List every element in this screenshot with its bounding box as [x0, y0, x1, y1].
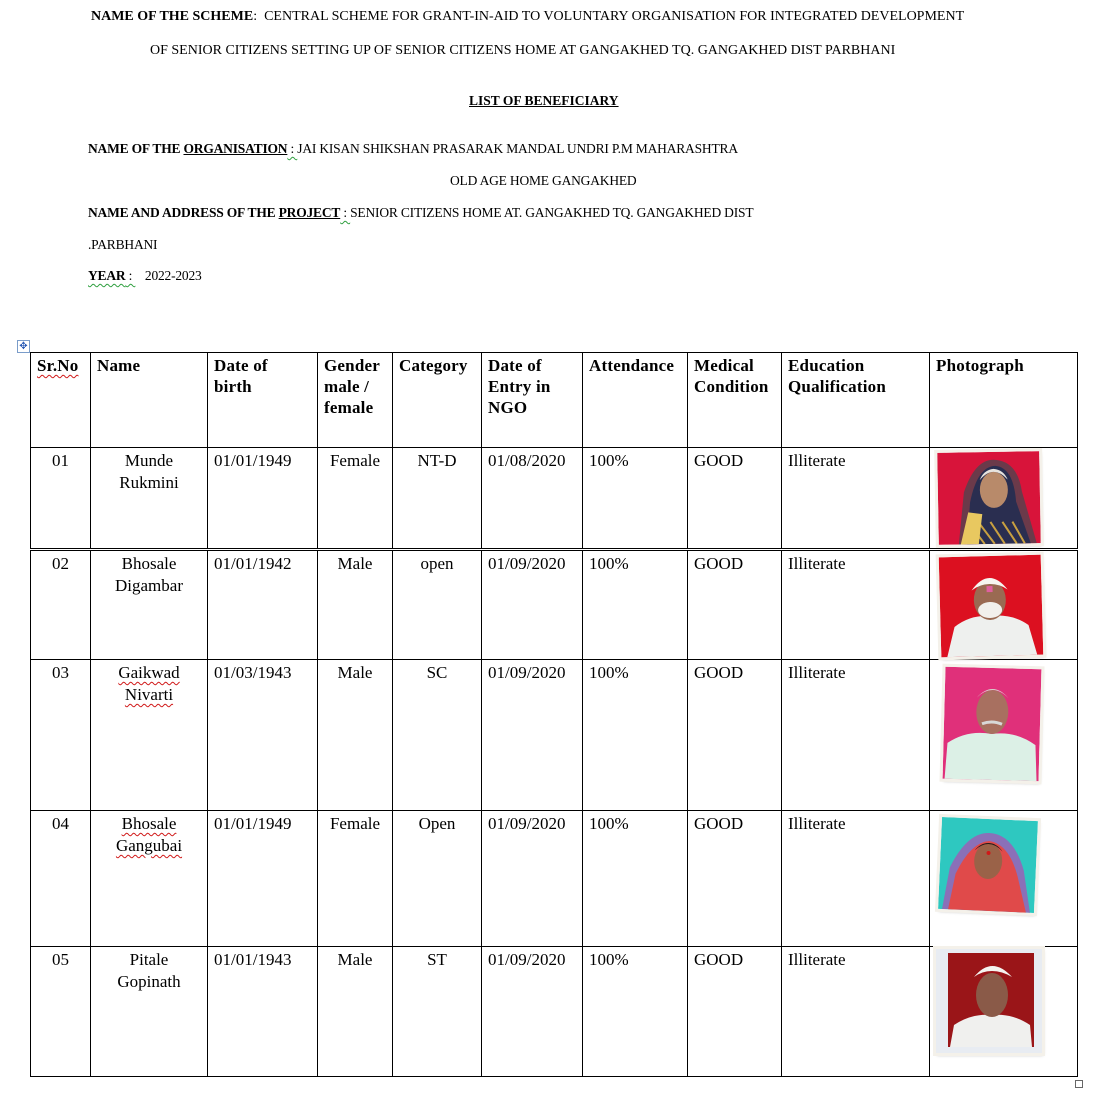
cell-gender: Male: [318, 660, 393, 811]
cell-name: Gaikwad Nivarti: [91, 660, 208, 811]
project-label-word: PROJECT: [278, 205, 341, 220]
organisation-label-prefix: NAME OF THE: [88, 141, 184, 156]
cell-name: Pitale Gopinath: [91, 947, 208, 1077]
cell-photograph: [930, 811, 1078, 947]
photo-elderly-man-white-cap-red-background[interactable]: [939, 555, 1044, 658]
table-row: [31, 448, 1078, 550]
year-line: [88, 268, 202, 284]
photo-elderly-woman-teal-background[interactable]: [938, 817, 1038, 913]
cell-sr-no: 05: [31, 947, 91, 1077]
cell-photograph: [930, 947, 1078, 1077]
cell-category: ST: [393, 947, 482, 1077]
cell-name: Bhosale Digambar: [91, 550, 208, 660]
beneficiary-table: [30, 352, 1078, 1077]
year-label: YEAR: [88, 268, 126, 283]
project-value-2: .PARBHANI: [88, 237, 158, 252]
cell-entry-date: 01/09/2020: [482, 947, 583, 1077]
table-header-row: [31, 353, 1078, 448]
cell-medical: GOOD: [688, 660, 782, 811]
project-label-prefix: NAME AND ADDRESS OF THE: [88, 205, 279, 220]
cell-medical: GOOD: [688, 947, 782, 1077]
table-row: [31, 947, 1078, 1077]
cell-gender: Female: [318, 811, 393, 947]
cell-name: Munde Rukmini: [91, 448, 208, 550]
col-header-category: Category: [393, 353, 482, 448]
year-value: 2022-2023: [144, 268, 202, 283]
cell-category: open: [393, 550, 482, 660]
photo-elderly-man-white-cap-maroon-background[interactable]: [936, 949, 1042, 1053]
table-row: [31, 660, 1078, 811]
cell-sr-no: 01: [31, 448, 91, 550]
cell-attendance: 100%: [583, 811, 688, 947]
project-value-1: SENIOR CITIZENS HOME AT. GANGAKHED TQ. GANGAKHED DIST: [350, 205, 754, 220]
col-header-dob: Date of birth: [208, 353, 318, 448]
cell-photograph: [930, 660, 1078, 811]
cell-education: Illiterate: [782, 550, 930, 660]
cell-category: NT-D: [393, 448, 482, 550]
col-header-gender: Gender male / female: [318, 353, 393, 448]
scheme-colon: :: [253, 9, 265, 24]
cell-attendance: 100%: [583, 660, 688, 811]
cell-entry-date: 01/09/2020: [482, 660, 583, 811]
cell-category: Open: [393, 811, 482, 947]
organisation-sep: :: [287, 141, 298, 156]
cell-medical: GOOD: [688, 550, 782, 660]
cell-dob: 01/01/1949: [208, 811, 318, 947]
scheme-text-2: OF SENIOR CITIZENS SETTING UP OF SENIOR CITIZENS HOME AT GANGAKHED TQ. GANGAKHED DIST PARBHANI: [150, 43, 896, 58]
cell-sr-no: 03: [31, 660, 91, 811]
cell-photograph: [930, 448, 1078, 550]
photo-elderly-man-pink-background[interactable]: [943, 667, 1042, 781]
cell-education: Illiterate: [782, 660, 930, 811]
scheme-label: NAME OF THE SCHEME: [91, 9, 254, 24]
scheme-line-1: [91, 9, 964, 25]
scheme-text-1: CENTRAL SCHEME FOR GRANT-IN-AID TO VOLUNTARY ORGANISATION FOR INTEGRATED DEVELOPMENT: [264, 9, 965, 24]
cell-gender: Male: [318, 947, 393, 1077]
organisation-line-1: [88, 141, 738, 157]
cell-sr-no: 02: [31, 550, 91, 660]
cell-education: Illiterate: [782, 811, 930, 947]
cell-dob: 01/03/1943: [208, 660, 318, 811]
list-title: LIST OF BENEFICIARY: [469, 93, 619, 108]
cell-attendance: 100%: [583, 550, 688, 660]
cell-education: Illiterate: [782, 448, 930, 550]
cell-education: Illiterate: [782, 947, 930, 1077]
col-header-photograph: Photograph: [930, 353, 1078, 448]
cell-medical: GOOD: [688, 811, 782, 947]
cell-entry-date: 01/09/2020: [482, 811, 583, 947]
cell-category: SC: [393, 660, 482, 811]
col-header-entry-date: Date of Entry in NGO: [482, 353, 583, 448]
table-row: [31, 550, 1078, 660]
cell-dob: 01/01/1942: [208, 550, 318, 660]
cell-attendance: 100%: [583, 448, 688, 550]
col-header-name: Name: [91, 353, 208, 448]
cell-name: Bhosale Gangubai: [91, 811, 208, 947]
year-sep: :: [125, 268, 136, 283]
cell-entry-date: 01/08/2020: [482, 448, 583, 550]
col-header-sr-no: Sr.No: [31, 353, 91, 448]
col-header-medical: Medical Condition: [688, 353, 782, 448]
col-header-attendance: Attendance: [583, 353, 688, 448]
table-move-handle-icon[interactable]: ✥: [17, 340, 30, 353]
photo-elderly-woman-red-background[interactable]: [937, 451, 1041, 545]
cell-attendance: 100%: [583, 947, 688, 1077]
project-line-1: [88, 205, 753, 221]
cell-dob: 01/01/1949: [208, 448, 318, 550]
cell-dob: 01/01/1943: [208, 947, 318, 1077]
table-row: [31, 811, 1078, 947]
table-resize-handle[interactable]: [1075, 1080, 1083, 1088]
cell-gender: Male: [318, 550, 393, 660]
organisation-value-2: OLD AGE HOME GANGAKHED: [450, 173, 637, 188]
cell-photograph: [930, 550, 1078, 660]
project-sep: :: [340, 205, 351, 220]
cell-gender: Female: [318, 448, 393, 550]
col-header-education: Education Qualification: [782, 353, 930, 448]
cell-entry-date: 01/09/2020: [482, 550, 583, 660]
cell-medical: GOOD: [688, 448, 782, 550]
organisation-value-1: JAI KISAN SHIKSHAN PRASARAK MANDAL UNDRI P.M MAHARASHTRA: [297, 141, 738, 156]
cell-sr-no: 04: [31, 811, 91, 947]
organisation-label-word: ORGANISATION: [183, 141, 288, 156]
